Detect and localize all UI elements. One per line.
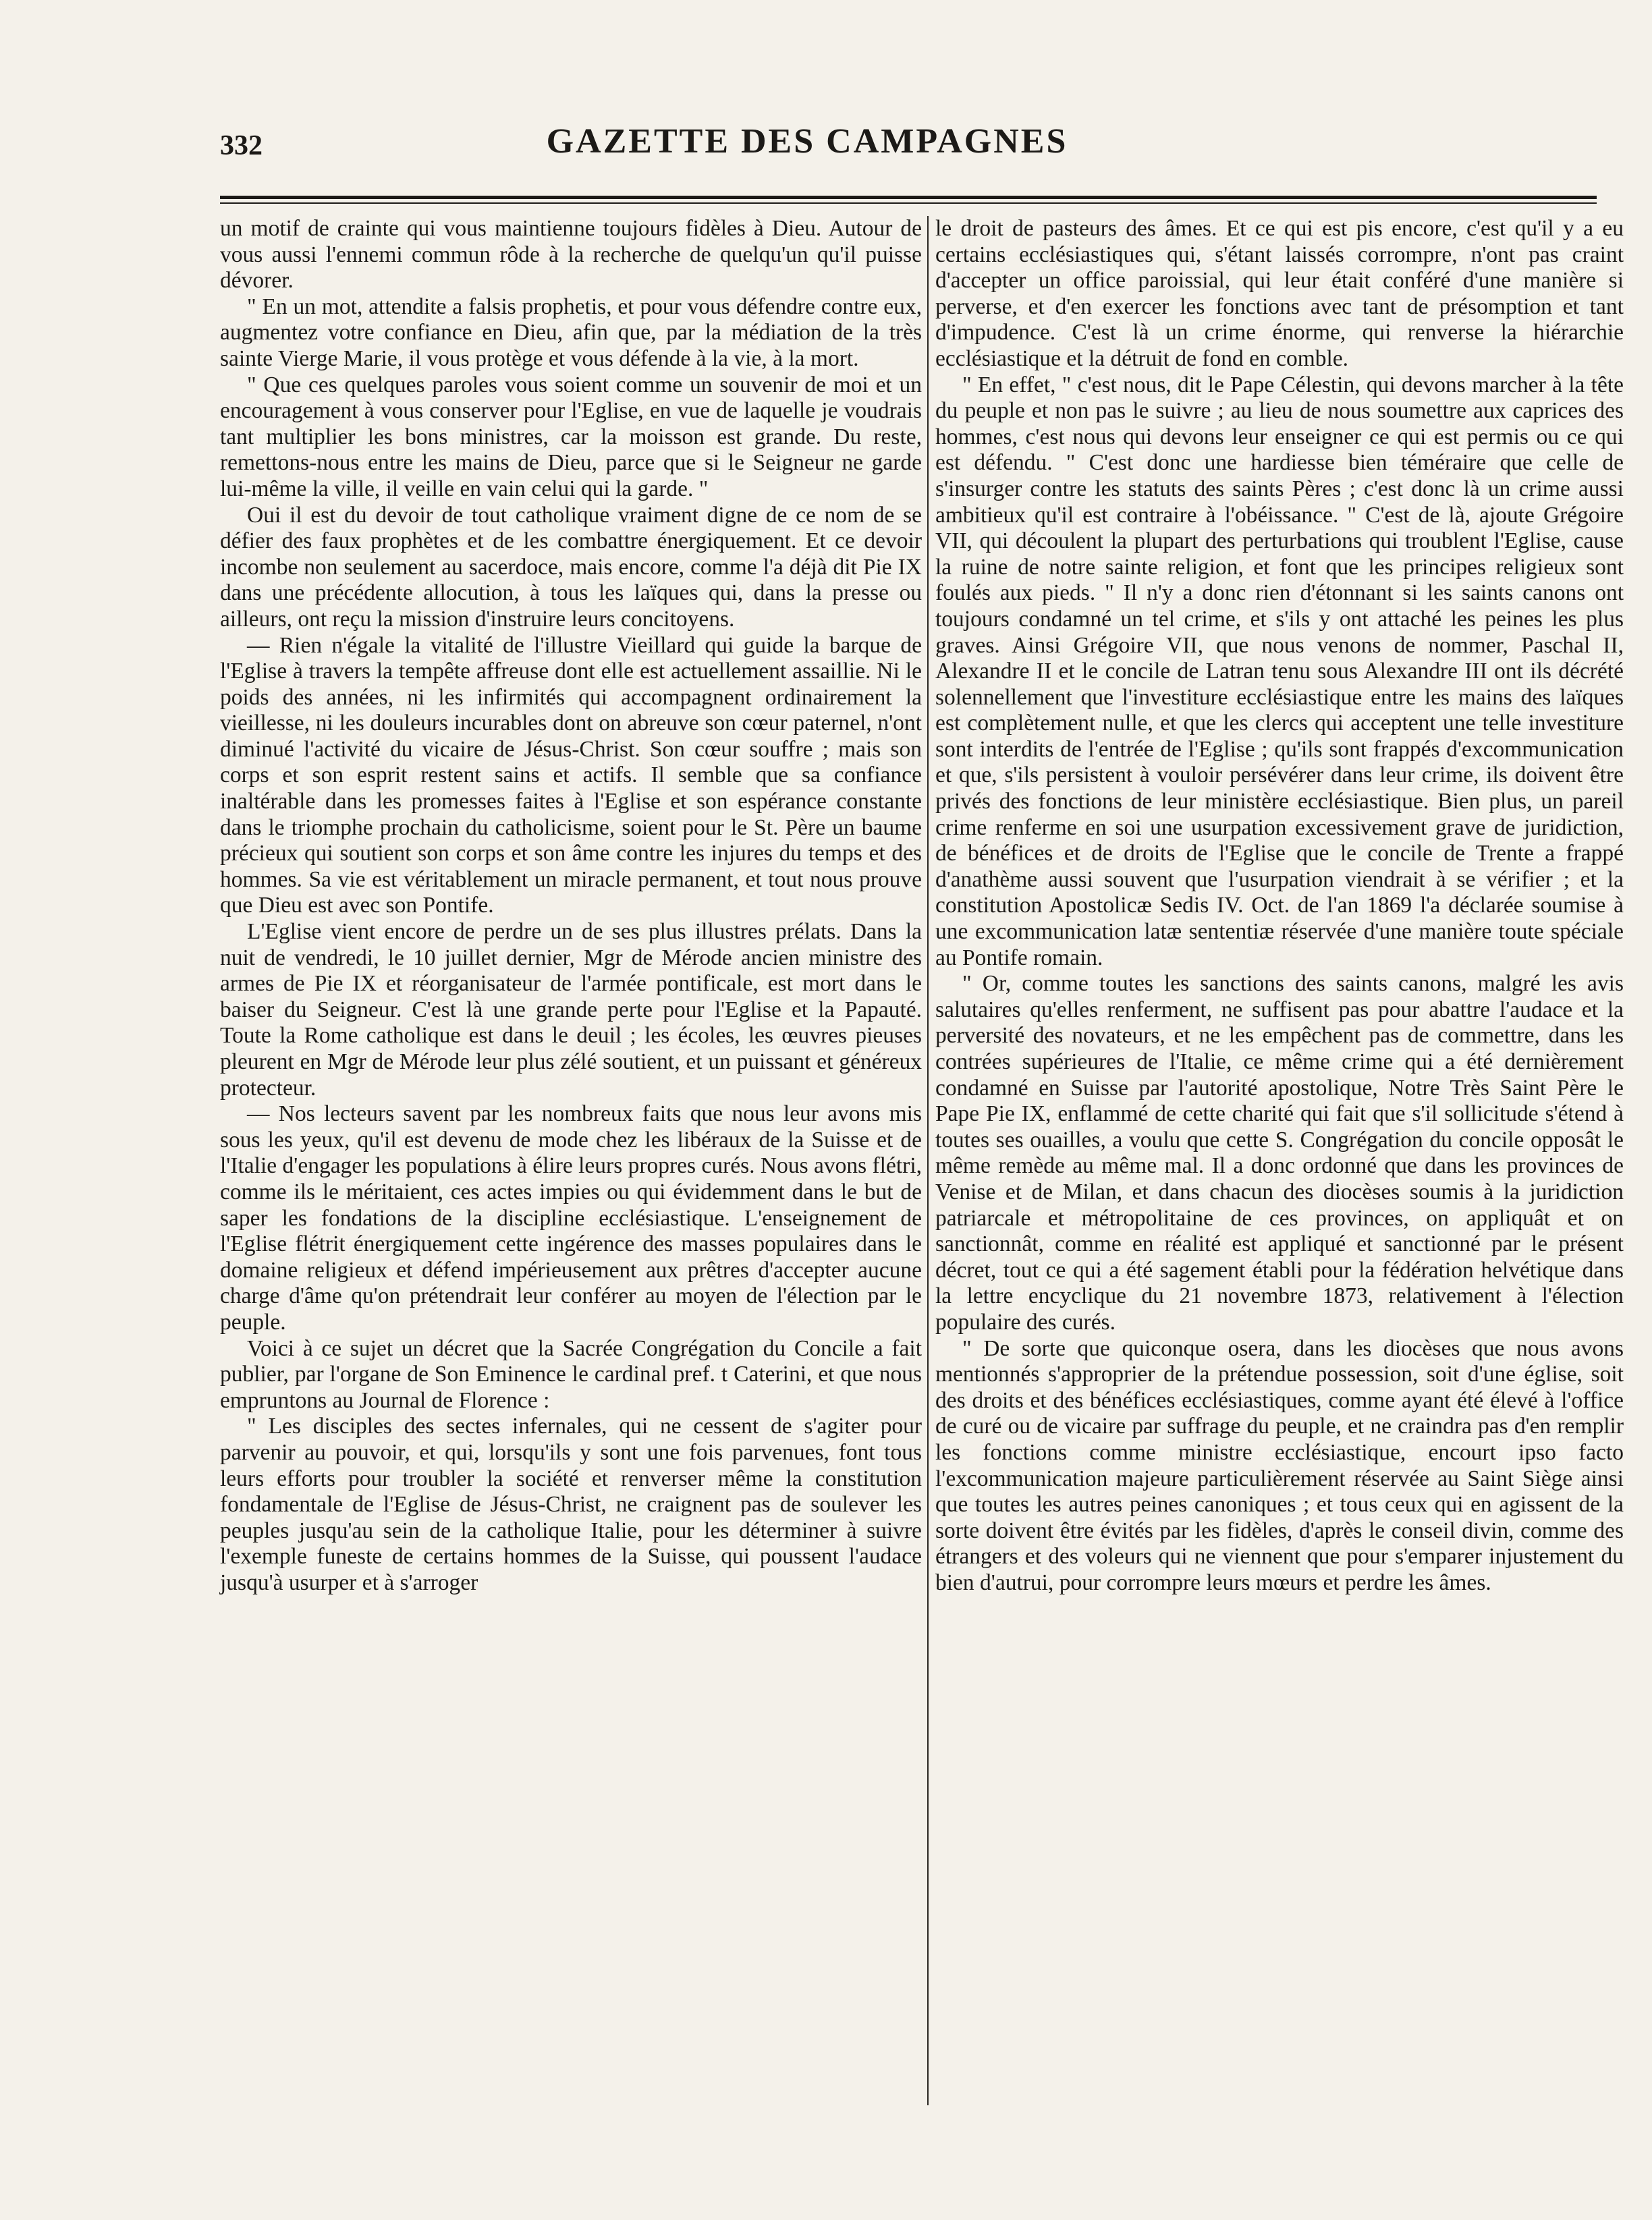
page-header: [220, 121, 1394, 169]
paragraph: " Or, comme toutes les sanctions des saints canons, malgré les avis salutaires qu'elles renferment, ne suffisent pas pour abattre l'audace et la perversité des novateurs, et ne les empêchent pas de commettre, dans les contrées supérieures de l'Italie, ce même crime qui a été dernièrement condamné en Suisse par l'autorité apostolique, Notre Très Saint Père le Pape Pie IX, enflammé de cette charité qui fait que s'il sollicitude s'étend à toutes ses ouailles, a voulu que cette S. Congrégation du concile opposât le même remède au même mal. Il a donc ordonné que dans les provinces de Venise et de Milan, et dans chacun des diocèses soumis à la juridiction patriarcale et métropolitaine de ces provinces, on appliquât et on sanctionnât, comme en réalité est appliqué et sanctionné par le présent décret, tout ce qui a été sagement établi pour la fédération helvétique dans la lettre encyclique du 21 novembre 1873, relativement à l'élection populaire des curés.: [935, 971, 1624, 1335]
paragraph: un motif de crainte qui vous maintienne toujours fidèles à Dieu. Autour de vous aussi l'ennemi commun rôde à la recherche de quelqu'un qu'il puisse dévorer.: [220, 216, 922, 294]
paragraph: L'Eglise vient encore de perdre un de ses plus illustres prélats. Dans la nuit de vendredi, le 10 juillet dernier, Mgr de Mérode ancien ministre des armes de Pie IX et réorganisateur de l'armée pontificale, est mort dans le baiser du Seigneur. C'est là une grande perte pour l'Eglise et la Papauté. Toute la Rome catholique est dans le deuil ; les écoles, les œuvres pieuses pleurent en Mgr de Mérode leur plus zélé soutient, et un puissant et généreux protecteur.: [220, 919, 922, 1101]
paragraph: " Les disciples des sectes infernales, qui ne cessent de s'agiter pour parvenir au pouvoir, et qui, lorsqu'ils y sont une fois parvenues, font tous leurs efforts pour troubler la société et renverser même la constitution fondamentale de l'Eglise de Jésus-Christ, ne craignent pas de soulever les peuples jusqu'au sein de la catholique Italie, pour les déterminer à suivre l'exemple funeste de certains hommes de la Suisse, qui poussent l'audace jusqu'à usurper et à s'arroger: [220, 1414, 922, 1595]
paragraph: — Rien n'égale la vitalité de l'illustre Vieillard qui guide la barque de l'Eglise à travers la tempête affreuse dont elle est actuellement assaillie. Ni le poids des années, ni les infirmités qui accompagnent ordinairement la vieillesse, ni les douleurs incurables dont on abreuve son cœur paternel, n'ont diminué l'activité du vicaire de Jésus-Christ. Son cœur souffre ; mais son corps et son esprit restent sains et actifs. Il semble que sa confiance inaltérable dans les promesses faites à l'Eglise et son espérance constante dans le triomphe prochain du catholicisme, soient pour le St. Père un baume précieux qui soutient son corps et son âme contre les injures du temps et des hommes. Sa vie est véritablement un miracle permanent, et tout nous prouve que Dieu est avec son Pontife.: [220, 632, 922, 918]
paragraph: Oui il est du devoir de tout catholique vraiment digne de ce nom de se défier des faux prophètes et de les combattre énergiquement. Et ce devoir incombe non seulement au sacerdoce, mais encore, comme l'a déjà dit Pie IX dans une précédente allocution, à tous les laïques qui, dans la presse ou ailleurs, ont reçu la mission d'instruire leurs concitoyens.: [220, 502, 922, 632]
left-column: [220, 216, 922, 1596]
header-rule-thin: [220, 202, 1597, 204]
masthead-title: GAZETTE DES CAMPAGNES: [546, 122, 1068, 161]
right-column: [935, 216, 1624, 1596]
paragraph: Voici à ce sujet un décret que la Sacrée Congrégation du Concile a fait publier, par l'organe de Son Eminence le cardinal pref. t Caterini, et que nous empruntons au Journal de Florence :: [220, 1335, 922, 1413]
paragraph: " En effet, " c'est nous, dit le Pape Célestin, qui devons marcher à la tête du peuple et non pas le suivre ; au lieu de nous soumettre aux caprices des hommes, c'est nous qui devons leur enseigner ce qui est permis ou ce qui est défendu. " C'est donc une hardiesse bien téméraire que celle de s'insurger contre les statuts des saints Pères ; c'est donc là un crime aussi ambitieux qu'il est contraire à l'obéissance. " C'est de là, ajoute Grégoire VII, qui découlent la plupart des perturbations qui troublent l'Eglise, cause la ruine de notre sainte religion, et font que les principes religieux sont foulés aux pieds. " Il n'y a donc rien d'étonnant si les saints canons ont toujours condamné un tel crime, et s'ils y ont attaché les peines les plus graves. Ainsi Grégoire VII, que nous venons de nommer, Paschal II, Alexandre II et le concile de Latran tenu sous Alexandre III ont ils décrété solennellement que l'investiture ecclésiastique entre les mains des laïques est complètement nulle, et que les clercs qui acceptent une telle investiture sont interdits de l'entrée de l'Eglise ; qu'ils sont frappés d'excommunication et que, s'ils persistent à vouloir persévérer dans leur crime, ils doivent être privés des fonctions de leur ministère ecclésiastique. Bien plus, un pareil crime renferme en soi une usurpation excessivement grave de juridiction, de bénéfices et de droits de l'Eglise que le concile de Trente a frappé d'anathème aussi souvent que l'usurpation viendrait à se vérifier ; et la constitution Apostolicæ Sedis IV. Oct. de l'an 1869 l'a déclarée soumise à une excommunication latæ sententiæ réservée d'une manière toute spéciale au Pontife romain.: [935, 372, 1624, 970]
paragraph: — Nos lecteurs savent par les nombreux faits que nous leur avons mis sous les yeux, qu'il est devenu de mode chez les libéraux de la Suisse et de l'Italie d'engager les populations à élire leurs propres curés. Nous avons flétri, comme ils le méritaient, ces actes impies ou qui évidemment dans le but de saper les fondations de la discipline ecclésiastique. L'enseignement de l'Eglise flétrit énergiquement cette ingérence des masses populaires dans le domaine religieux et défend impérieusement aux prêtres d'accepter aucune charge d'âme qu'on prétendrait leur conférer au moyen de l'élection par le peuple.: [220, 1101, 923, 1335]
column-divider: [927, 216, 929, 2105]
paragraph: le droit de pasteurs des âmes. Et ce qui est pis encore, c'est qu'il y a eu certains ecclésiastiques qui, s'étant laissés corrompre, n'ont pas craint d'accepter un office paroissial, qui leur était conféré d'une manière si perverse, et d'en exercer les fonctions avec tant de présomption et tant d'impudence. C'est là un crime énorme, qui renverse la hiérarchie ecclésiastique et la détruit de fond en comble.: [935, 216, 1624, 371]
paragraph: " Que ces quelques paroles vous soient comme un souvenir de moi et un encouragement à vous conserver pour l'Eglise, en vue de laquelle je voudrais tant multiplier les bons ministres, car la moisson est grande. Du reste, remettons-nous entre les mains de Dieu, parce que si le Seigneur ne garde lui-même la ville, il veille en vain celui qui la garde. ": [220, 372, 922, 501]
header-rule-thick: [220, 196, 1597, 199]
page-number: 332: [220, 130, 263, 161]
paragraph: " En un mot, attendite a falsis prophetis, et pour vous défendre contre eux, augmentez votre confiance en Dieu, afin que, par la médiation de la très sainte Vierge Marie, il vous protège et vous défende à la vie, à la mort.: [220, 294, 922, 371]
paragraph: " De sorte que quiconque osera, dans les diocèses que nous avons mentionnés s'approprier de la prétendue possession, soit d'une église, soit des droits et des bénéfices ecclésiastiques, comme ayant été élevé à l'office de curé ou de vicaire par suffrage du peuple, et ne craindra pas d'en remplir les fonctions comme ministre ecclésiastique, encourt ipso facto l'excommunication majeure particulièrement réservée au Saint Siège ainsi que toutes les autres peines canoniques ; et tous ceux qui en agissent de la sorte doivent être évités par les fidèles, d'après le conseil divin, comme des étrangers et des voleurs qui ne viennent que pour s'emparer injustement du bien d'autrui, pour corrompre leurs mœurs et perdre les âmes.: [935, 1335, 1624, 1595]
